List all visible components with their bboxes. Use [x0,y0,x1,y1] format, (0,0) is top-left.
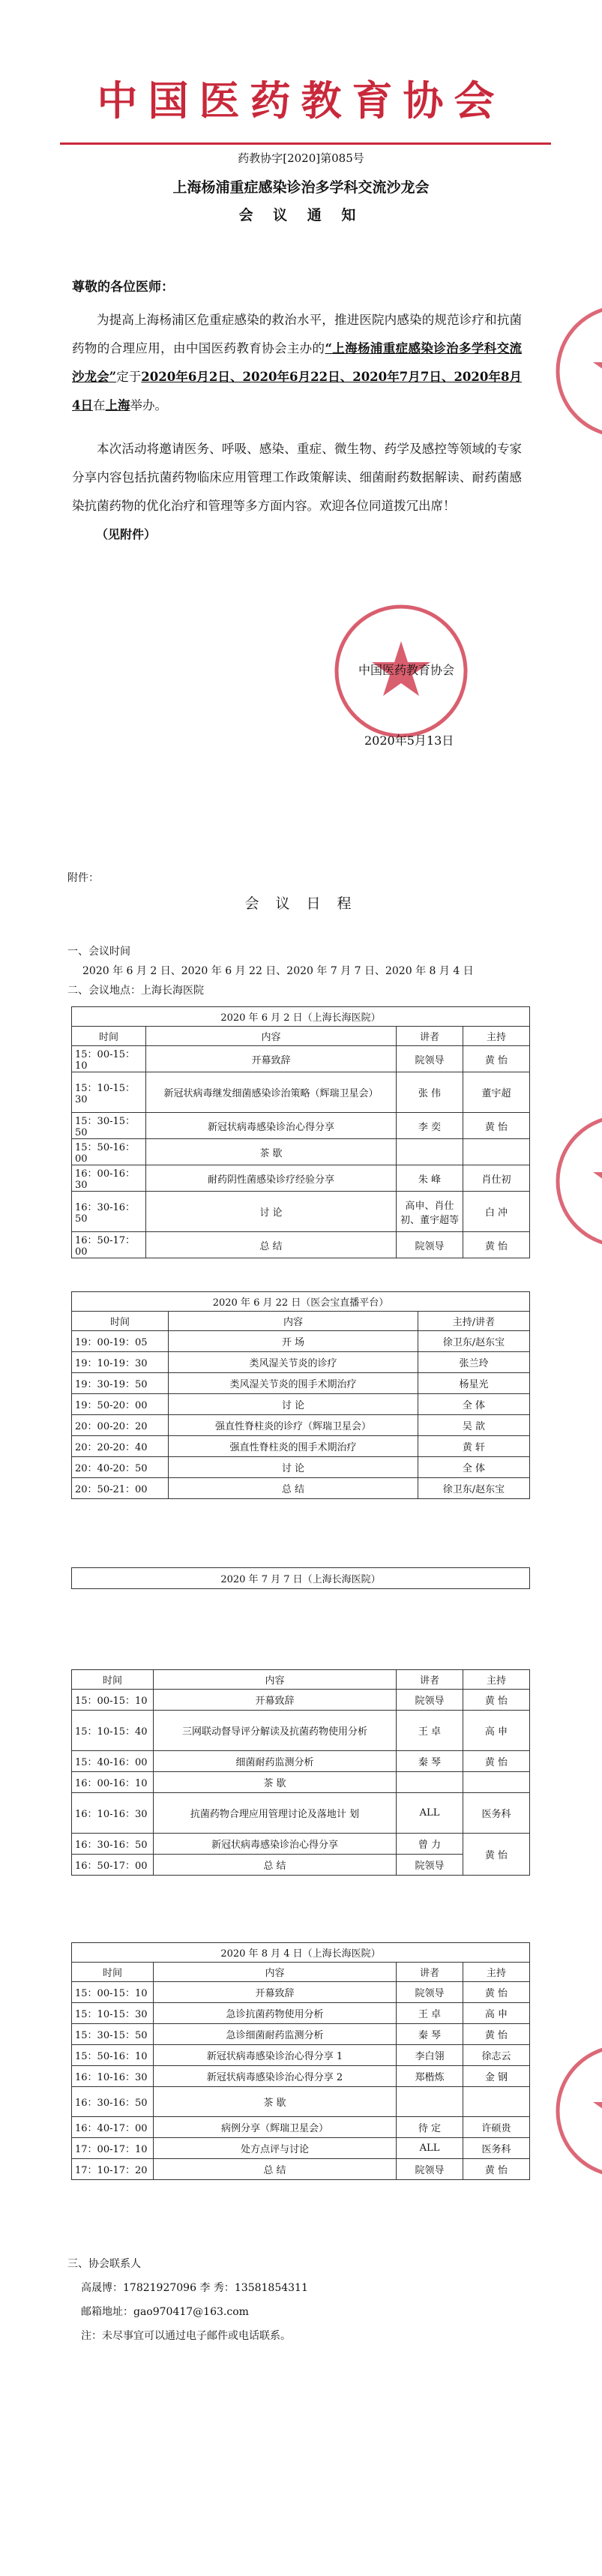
agenda-table-june-22 [71,1291,530,1499]
table-caption: 2020 年 6 月 2 日（上海长海医院） [72,1007,530,1027]
speaker-cell [397,2087,463,2117]
column-header: 内容 [146,1027,397,1046]
content-cell: 处方点评与讨论 [154,2138,397,2159]
table-row [72,1478,530,1499]
time-cell: 17：10-17：20 [72,2159,154,2180]
table-caption: 2020 年 7 月 7 日（上海长海医院） [72,1568,530,1589]
speaker-cell: 王 卓 [397,1711,463,1751]
contact-email: 邮箱地址：gao970417@163.com [81,2306,249,2318]
host-cell: 金 钢 [463,2066,530,2087]
table-row [72,1232,530,1258]
host-cell [463,1139,530,1165]
table-row [72,1165,530,1192]
content-cell: 新冠状病毒感染诊治心得分享 1 [154,2045,397,2066]
time-cell: 15：00-15：10 [72,1046,146,1072]
table-row [72,1072,530,1113]
p1-text-d: 举办。 [130,398,167,412]
partial-seal-right [551,300,602,442]
paragraph-1 [72,306,522,420]
content-cell: 强直性脊柱炎的诊疗（辉瑞卫星会） [169,1415,418,1436]
content-cell: 茶 歇 [154,2087,397,2117]
time-cell: 15：10-15：40 [72,1711,154,1751]
event-name: “上海杨浦重症感染诊治多学科交流沙龙会” [72,341,522,384]
column-header: 时间 [72,1963,154,1982]
table-row [72,1113,530,1139]
meeting-dates: 2020 年 6 月 2 日、2020 年 6 月 22 日、2020 年 7 月 7 日、2020 年 8 月 4 日 [82,965,474,977]
speaker-cell: 秦 琴 [397,2024,463,2045]
time-cell: 16：50-17：00 [72,1855,154,1876]
content-cell: 新冠状病毒感染诊治心得分享 [154,1834,397,1855]
table-row [72,1139,530,1165]
speaker-cell: 黄 轩 [418,1436,530,1457]
time-cell: 16：30-16：50 [72,2087,154,2117]
table-row [72,2138,530,2159]
table-row [72,1046,530,1072]
content-cell: 细菌耐药监测分析 [154,1751,397,1772]
agenda-table-july-7 [71,1669,530,1876]
table-row [72,1982,530,2003]
host-cell: 高 申 [463,1711,530,1751]
column-header: 讲者 [397,1027,463,1046]
speaker-cell: 张兰玲 [418,1352,530,1373]
table-row [72,2117,530,2138]
host-cell: 许硕贵 [463,2117,530,2138]
host-cell: 白 冲 [463,1192,530,1232]
column-header: 时间 [72,1670,154,1690]
time-cell: 20：50-21：00 [72,1478,169,1499]
speaker-cell: 徐卫东/赵东宝 [418,1478,530,1499]
speaker-cell: 院领导 [397,1232,463,1258]
speaker-cell: ALL [397,2138,463,2159]
table-row [72,2045,530,2066]
time-cell: 16：10-16：30 [72,2066,154,2087]
table-row [72,1415,530,1436]
column-header: 内容 [169,1312,418,1331]
host-cell: 黄 怡 [463,1113,530,1139]
column-header: 内容 [154,1670,397,1690]
host-cell: 高 申 [463,2003,530,2024]
speaker-cell: 曾 力 [397,1834,463,1855]
content-cell: 开幕致辞 [154,1982,397,2003]
column-header: 时间 [72,1312,169,1331]
table-row [72,1711,530,1751]
time-cell: 15：10-15：30 [72,1072,146,1113]
speaker-cell: 院领导 [397,1855,463,1876]
host-cell [463,2087,530,2117]
speaker-cell: 高申、肖仕初、董宇超等 [397,1192,463,1232]
speaker-cell: 杨星光 [418,1373,530,1394]
speaker-cell: 李白翎 [397,2045,463,2066]
content-cell: 总 结 [154,1855,397,1876]
content-cell: 讨 论 [169,1394,418,1415]
host-cell: 肖仕初 [463,1165,530,1192]
time-cell: 16：00-16：30 [72,1165,146,1192]
column-header: 主持 [463,1670,530,1690]
host-cell [463,1772,530,1793]
time-cell: 16：30-16：50 [72,1192,146,1232]
time-cell: 15：00-15：10 [72,1690,154,1711]
speaker-cell: ALL [397,1793,463,1834]
table-row [72,1855,530,1876]
host-cell: 黄 怡 [463,1690,530,1711]
time-cell: 15：10-15：30 [72,2003,154,2024]
speaker-cell: 吴 歆 [418,1415,530,1436]
table-row [72,1394,530,1415]
notice-page [0,0,602,862]
speaker-cell: 秦 琴 [397,1751,463,1772]
content-cell: 讨 论 [146,1192,397,1232]
table-row [72,1751,530,1772]
time-cell: 19：50-20：00 [72,1394,169,1415]
p1-text-c: 在 [92,398,106,412]
content-cell: 新冠状病毒感染诊治心得分享 2 [154,2066,397,2087]
speaker-cell: 院领导 [397,2159,463,2180]
content-cell: 总 结 [146,1232,397,1258]
time-cell: 20：00-20：20 [72,1415,169,1436]
agenda-caption-july-7 [71,1567,530,1589]
host-cell: 董宇超 [463,1072,530,1113]
table-row [72,2024,530,2045]
host-cell: 黄 怡 [463,2159,530,2180]
table-row [72,2159,530,2180]
speaker-cell [397,1772,463,1793]
salutation: 尊敬的各位医师： [72,280,174,295]
paragraph-2: 本次活动将邀请医务、呼吸、感染、重症、微生物、药学及感控等领域的专家分享内容包括抗菌药物临床应用管理工作政策解读、细菌耐药数据解读、耐药菌感染抗菌药物的优化治疗和管理等多方面内容。欢迎各位同道拨冗出席！ [72,442,522,513]
column-header: 讲者 [397,1670,463,1690]
table-row [72,1192,530,1232]
time-cell: 20：20-20：40 [72,1436,169,1457]
host-cell: 黄 怡 [463,1232,530,1258]
agenda-table-june-2 [71,1006,530,1258]
speaker-cell: 全 体 [418,1457,530,1478]
content-cell: 茶 歇 [154,1772,397,1793]
time-cell: 15：50-16：10 [72,2045,154,2066]
column-header: 主持/讲者 [418,1312,530,1331]
content-cell: 类风湿关节炎的围手术期治疗 [169,1373,418,1394]
content-cell: 抗菌药物合理应用管理讨论及落地计 划 [154,1793,397,1834]
content-cell: 总 结 [154,2159,397,2180]
notice-title: 会 议 通 知 [238,207,364,223]
document-number: 药教协字[2020]第085号 [238,151,364,165]
content-cell: 强直性脊柱炎的围手术期治疗 [169,1436,418,1457]
table-row [72,1772,530,1793]
table-row [72,2066,530,2087]
time-cell: 16：30-16：50 [72,1834,154,1855]
speaker-cell: 待 定 [397,2117,463,2138]
content-cell: 开幕致辞 [154,1690,397,1711]
speaker-cell: 院领导 [397,1690,463,1711]
table-row [72,2087,530,2117]
time-cell: 16：00-16：10 [72,1772,154,1793]
time-cell: 19：10-19：30 [72,1352,169,1373]
table-row [72,1793,530,1834]
time-cell: 19：30-19：50 [72,1373,169,1394]
column-header: 主持 [463,1963,530,1982]
p1-text-a: 为提高上海杨浦区危重症感染的救治水平，推进医院内感染的规范诊疗和抗菌药物的合理应用，由中国医药教育协会主办的 [72,313,522,355]
content-cell: 三网联动督导评分解读及抗菌药物使用分析 [154,1711,397,1751]
column-header: 内容 [154,1963,397,1982]
partial-seal-right-3 [551,2040,602,2182]
speaker-cell: 李 奕 [397,1113,463,1139]
event-place: 上海 [105,398,130,412]
time-cell: 15：30-15：50 [72,2024,154,2045]
host-cell: 黄 怡 [463,1751,530,1772]
speaker-cell [397,1139,463,1165]
speaker-cell: 院领导 [397,1982,463,2003]
contact-heading: 三、协会联系人 [67,2258,141,2270]
signature-date: 2020年5月13日 [364,733,454,748]
table-row [72,2003,530,2024]
table-row [72,1331,530,1352]
content-cell: 新冠状病毒感染诊治心得分享 [146,1113,397,1139]
column-header: 讲者 [397,1963,463,1982]
section-time-heading: 一、会议时间 [67,946,130,958]
content-cell: 总 结 [169,1478,418,1499]
host-cell: 医务科 [463,2138,530,2159]
table-row [72,1352,530,1373]
table-row [72,1690,530,1711]
attachment-note: （见附件） [96,527,157,541]
table-row [72,1834,530,1855]
speaker-cell: 全 体 [418,1394,530,1415]
table-row [72,1457,530,1478]
host-cell: 徐志云 [463,2045,530,2066]
content-cell: 急诊细菌耐药监测分析 [154,2024,397,2045]
table-row [72,1373,530,1394]
org-title: 中国医药教育协会 [97,76,505,124]
table-row [72,1436,530,1457]
content-cell: 新冠状病毒继发细菌感染诊治策略（辉瑞卫星会） [146,1072,397,1113]
red-divider [60,142,551,145]
host-cell: 黄 怡 [463,1046,530,1072]
time-cell: 16：40-17：00 [72,2117,154,2138]
host-cell: 黄 怡 [463,2024,530,2045]
time-cell: 19：00-19：05 [72,1331,169,1352]
footnote: 注：未尽事宜可以通过电子邮件或电话联系。 [81,2330,291,2342]
speaker-cell: 郑楷炼 [397,2066,463,2087]
speaker-cell: 朱 峰 [397,1165,463,1192]
attachment-label: 附件： [67,872,99,884]
content-cell: 讨 论 [169,1457,418,1478]
content-cell: 类风湿关节炎的诊疗 [169,1352,418,1373]
agenda-title: 会 议 日 程 [244,895,358,912]
speaker-cell: 王 卓 [397,2003,463,2024]
time-cell: 20：40-20：50 [72,1457,169,1478]
p1-text-b: 定于 [116,370,142,384]
time-cell: 16：10-16：30 [72,1793,154,1834]
agenda-table-aug-4 [71,1942,530,2180]
content-cell: 耐药阴性菌感染诊疗经验分享 [146,1165,397,1192]
time-cell: 15：40-16：00 [72,1751,154,1772]
contact-phones: 高晟博：17821927096 李 秀：13581854311 [81,2282,308,2294]
speaker-cell: 徐卫东/赵东宝 [418,1331,530,1352]
time-cell: 15：30-15：50 [72,1113,146,1139]
time-cell: 17：00-17：10 [72,2138,154,2159]
content-cell: 急诊抗菌药物使用分析 [154,2003,397,2024]
table-caption: 2020 年 6 月 22 日（医会宝直播平台） [72,1292,530,1312]
host-cell: 医务科 [463,1793,530,1834]
time-cell: 16：50-17：00 [72,1232,146,1258]
partial-seal-right-2 [551,1110,602,1252]
speaker-cell: 院领导 [397,1046,463,1072]
section-venue-heading: 二、会议地点：上海长海医院 [67,985,204,997]
speaker-cell: 张 伟 [397,1072,463,1113]
time-cell: 15：00-15：10 [72,1982,154,2003]
host-cell: 黄 怡 [463,1834,530,1876]
column-header: 主持 [463,1027,530,1046]
event-title: 上海杨浦重症感染诊治多学科交流沙龙会 [172,179,430,196]
content-cell: 茶 歇 [146,1139,397,1165]
host-cell: 黄 怡 [463,1982,530,2003]
content-cell: 病例分享（辉瑞卫星会） [154,2117,397,2138]
event-dates: 2020年6月2日、2020年6月22日、2020年7月7日、2020年8月4日 [72,370,522,412]
signature-org: 中国医药教育协会 [358,663,455,677]
content-cell: 开 场 [169,1331,418,1352]
time-cell: 15：50-16：00 [72,1139,146,1165]
content-cell: 开幕致辞 [146,1046,397,1072]
column-header: 时间 [72,1027,146,1046]
table-caption: 2020 年 8 月 4 日（上海长海医院） [72,1943,530,1963]
